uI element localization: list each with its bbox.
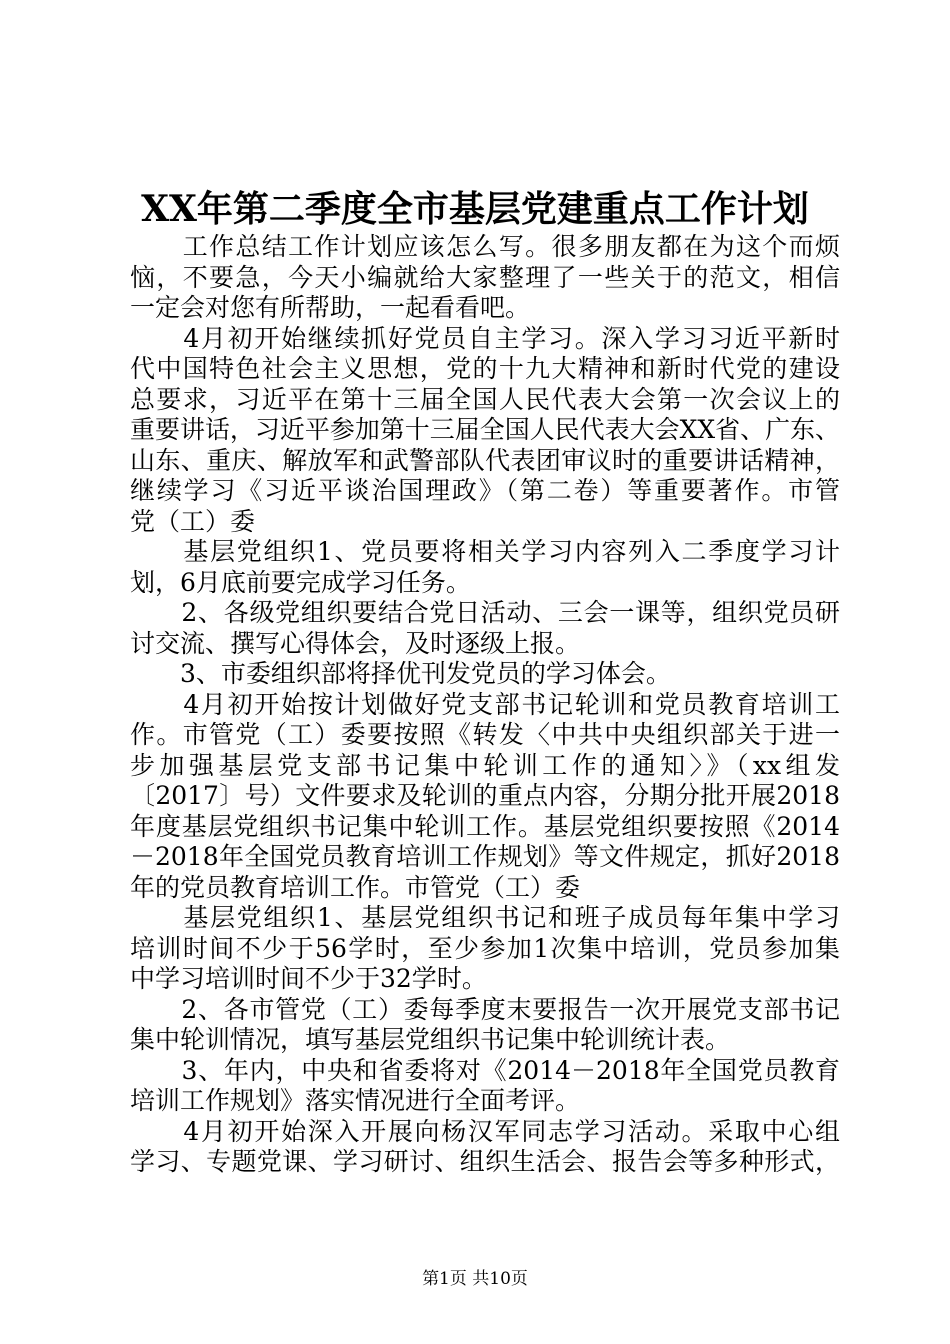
body-text-line: 基层党组织1、党员要将相关学习内容列入二季度学习计 [130, 537, 840, 566]
page-footer: 第1页 共10页 [422, 1269, 528, 1289]
body-text-line: 年度基层党组织书记集中轮训工作。基层党组织要按照《2014 [130, 811, 840, 841]
document-title: XX年第二季度全市基层党建重点工作计划 [141, 188, 809, 230]
body-text-line: 总要求，习近平在第十三届全国人民代表大会第一次会议上的 [130, 384, 840, 414]
document-body [130, 232, 840, 1178]
body-text-line: 划，6月底前要完成学习任务。 [130, 567, 471, 597]
body-text-line: 恼，不要急，今天小编就给大家整理了一些关于的范文，相信 [130, 262, 840, 292]
body-text-line: 步加强基层党支部书记集中轮训工作的通知〉》（xx组发 [130, 750, 840, 780]
body-text-line: 4月初开始按计划做好党支部书记轮训和党员教育培训工 [130, 689, 840, 719]
body-text-line: 年的党员教育培训工作。市管党（工）委 [130, 872, 581, 902]
body-text-line: 2、各市管党（工）委每季度末要报告一次开展党支部书记 [130, 994, 840, 1024]
body-text-line: 作。市管党（工）委要按照《转发〈中共中央组织部关于进一 [130, 720, 840, 749]
body-text-line: 继续学习《习近平谈治国理政》（第二卷）等重要著作。市管 [130, 476, 840, 505]
body-text-line: 集中轮训情况，填写基层党组织书记集中轮训统计表。 [130, 1025, 731, 1054]
body-text-line: 基层党组织1、基层党组织书记和班子成员每年集中学习 [130, 903, 840, 932]
body-text-line: 3、市委组织部将择优刊发党员的学习体会。 [130, 659, 671, 688]
body-text-line: －2018年全国党员教育培训工作规划》等文件规定，抓好2018 [130, 842, 840, 871]
body-text-line: 讨交流、撰写心得体会，及时逐级上报。 [130, 628, 581, 658]
body-text-line: 一定会对您有所帮助，一起看看吧。 [130, 293, 531, 322]
body-text-line: 培训工作规划》落实情况进行全面考评。 [130, 1086, 581, 1115]
body-text-line: 党（工）委 [130, 506, 256, 536]
body-text-line: 〔2017〕号）文件要求及轮训的重点内容，分期分批开展2018 [130, 781, 840, 810]
body-text-line: 3、年内，中央和省委将对《2014－2018年全国党员教育 [130, 1055, 840, 1085]
body-text-line: 4月初开始深入开展向杨汉军同志学习活动。采取中心组 [130, 1116, 840, 1146]
body-text-line: 工作总结工作计划应该怎么写。很多朋友都在为这个而烦 [130, 232, 840, 261]
body-text-line: 重要讲话，习近平参加第十三届全国人民代表大会XX省、广东、 [130, 415, 840, 444]
body-text-line: 山东、重庆、解放军和武警部队代表团审议时的重要讲话精神， [130, 445, 840, 475]
body-text-line: 代中国特色社会主义思想，党的十九大精神和新时代党的建设 [130, 354, 840, 383]
body-text-line: 4月初开始继续抓好党员自主学习。深入学习习近平新时 [130, 323, 840, 353]
body-text-line: 2、各级党组织要结合党日活动、三会一课等，组织党员研 [130, 598, 840, 627]
body-text-line: 学习、专题党课、学习研讨、组织生活会、报告会等多种形式， [130, 1147, 840, 1176]
body-text-line: 培训时间不少于56学时，至少参加1次集中培训，党员参加集 [130, 933, 840, 963]
body-text-line: 中学习培训时间不少于32学时。 [130, 964, 487, 993]
